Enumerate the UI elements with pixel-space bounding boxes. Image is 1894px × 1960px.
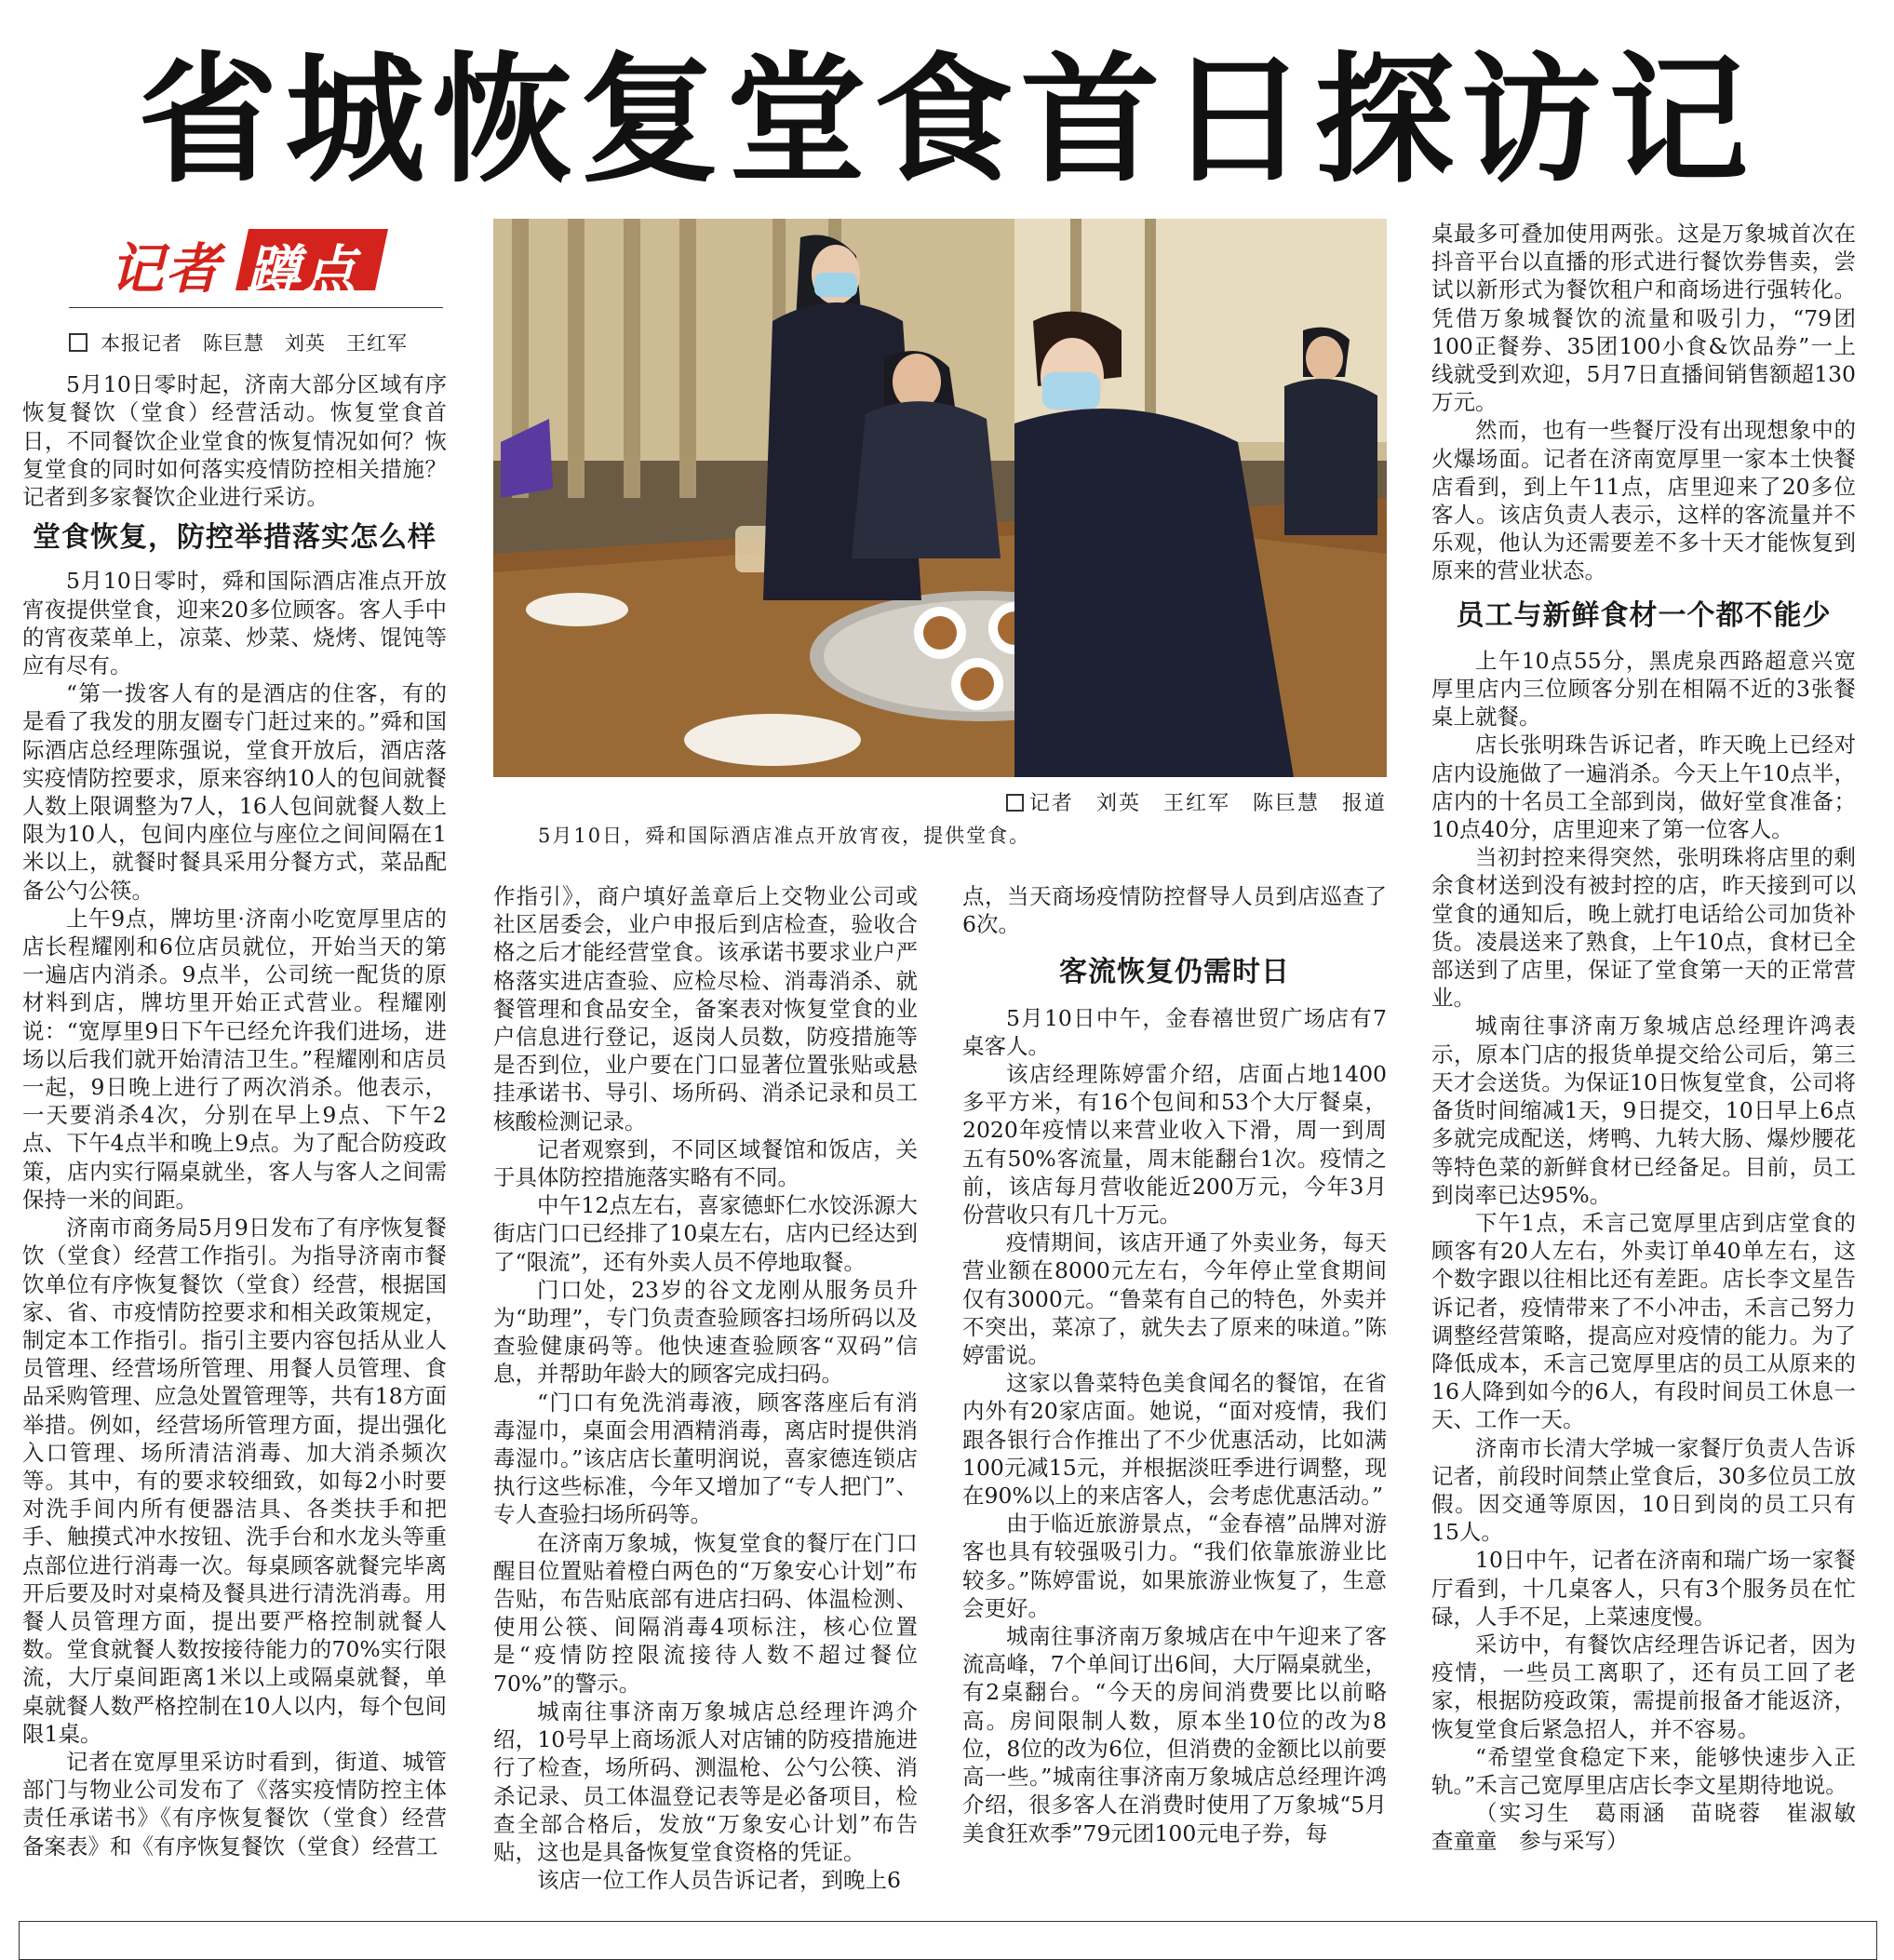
paragraph: 上午10点55分，黑虎泉西路超意兴宽厚里店内三位顾客分别在相隔不近的3张餐桌上就餐。: [1431, 647, 1856, 731]
restaurant-photo: [493, 219, 1387, 777]
paragraph: 店长张明珠告诉记者，昨天晚上已经对店内设施做了一遍消杀。今天上午10点半，店内的十名员工全部到岗，做好堂食准备；10点40分，店里迎来了第一位客人。: [1431, 732, 1856, 843]
column-1: [22, 324, 447, 1860]
paragraph: 济南市长清大学城一家餐厅负责人告诉记者，前段时间禁止堂食后，30多位员工放假。因交通等原因，10日到岗的员工只有15人。: [1431, 1434, 1856, 1546]
paragraph: 10日中午，记者在济南和瑞广场一家餐厅看到，十几桌客人，只有3个服务员在忙碌，人手不足，上菜速度慢。: [1431, 1547, 1856, 1630]
paragraph: 5月10日中午，金春禧世贸广场店有7桌客人。: [962, 1004, 1387, 1059]
column-3: [962, 882, 1387, 1847]
intro-paragraph: 5月10日零时起，济南大部分区域有序恢复餐饮（堂食）经营活动。恢复堂食首日，不同餐饮企业堂食的恢复情况如何？恢复堂食的同时如何落实疫情防控相关措施？记者到多家餐饮企业进行采访。: [22, 371, 447, 511]
photo-caption: 5月10日，舜和国际酒店准点开放宵夜，提供堂食。: [538, 825, 1031, 847]
paragraph: 门口处，23岁的谷文龙刚从服务员升为“助理”，专门负责查验顾客扫场所码以及查验健康码等。他快速查验顾客“双码”信息，并帮助年龄大的顾客完成扫码。: [493, 1276, 918, 1388]
bottom-frame: [19, 1921, 1877, 1960]
paragraph: 记者在宽厚里采访时看到，街道、城管部门与物业公司发布了《落实疫情防控主体责任承诺书》《有序恢复餐饮（堂食）经营备案表》和《有序恢复餐饮（堂食）经营工: [22, 1748, 447, 1859]
headline: 省城恢复堂食首日探访记: [138, 40, 1756, 202]
news-photo: [493, 219, 1387, 777]
paragraph: 由于临近旅游景点，“金春禧”品牌对游客也具有较强吸引力。“我们依靠旅游业比较多。”陈婷雷说，如果旅游业恢复了，生意会更好。: [962, 1510, 1387, 1621]
paragraph: 疫情期间，该店开通了外卖业务，每天营业额在8000元左右，今年停止堂食期间仅有3000元。“鲁菜有自己的特色，外卖并不突出，菜凉了，就失去了原来的味道。”陈婷雷说。: [962, 1229, 1387, 1369]
byline-box-icon: [69, 333, 87, 352]
byline: 本报记者 陈巨慧 刘英 王红军: [69, 329, 447, 357]
column-4: [1431, 220, 1878, 1856]
credit-box-icon: [1006, 794, 1024, 812]
contributors-note: （实习生 葛雨涵 苗晓蓉 崔淑敏 查童童 参与采写）: [1431, 1800, 1878, 1855]
paragraph: “门口有免洗消毒液，顾客落座后有消毒湿巾，桌面会用酒精消毒，离店时提供消毒湿巾。”该店店长董明润说，喜家德连锁店执行这些标准，今年又增加了“专人把门”、专人查验扫场所码等。: [493, 1389, 918, 1528]
paragraph: 城南往事济南万象城店总经理许鸿表示，原本门店的报货单提交给公司后，第三天才会送货。为保证10日恢复堂食，公司将备货时间缩减1天，9日提交，10日早上6点多就完成配送，烤鸭、九转大肠、爆炒腰花等特色菜的新鲜食材已经备足。目前，员工到岗率已达95%。: [1431, 1013, 1856, 1208]
paragraph: 当初封控来得突然，张明珠将店里的剩余食材送到没有被封控的店，昨天接到可以堂食的通知后，晚上就打电话给公司加货补货。凌晨送来了熟食，上午10点，食材已全部送到了店里，保证了堂食第一天的正常营业。: [1431, 844, 1856, 1012]
paragraph: “希望堂食稳定下来，能够快速步入正轨。”禾言己宽厚里店店长李文星期待地说。: [1431, 1743, 1856, 1798]
paragraph: “第一拨客人有的是酒店的住客，有的是看了我发的朋友圈专门赶过来的。”舜和国际酒店总经理陈强说，堂食开放后，酒店落实疫情防控要求，原来容纳10人的包间就餐人数上限调整为7人，16人包间就餐人数上限为10人，包间内座位与座位之间间隔在1米以上，就餐时餐具采用分餐方式，菜品配备公勺公筷。: [22, 680, 447, 904]
paragraph: 作指引》，商户填好盖章后上交物业公司或社区居委会，业户申报后到店检查，验收合格之后才能经营堂食。该承诺书要求业户严格落实进店查验、应检尽检、消毒消杀、就餐管理和食品安全，备案表对恢复堂食的业户信息进行登记，返岗人员数，防疫措施等是否到位，业户要在门口显著位置张贴或悬挂承诺书、导引、场所码、消杀记录和员工核酸检测记录。: [493, 883, 918, 1134]
paragraph: 城南往事济南万象城店总经理许鸿介绍，10号早上商场派人对店铺的防疫措施进行了检查，场所码、测温枪、公勺公筷、消杀记录、员工体温登记表等是必备项目，检查全部合格后，发放“万象安心计划”布告贴，这也是具备恢复堂食资格的凭证。: [493, 1698, 918, 1865]
column-logo: [110, 225, 385, 302]
section-heading: 堂食恢复，防控举措落实怎么样: [33, 521, 437, 555]
paragraph: 城南往事济南万象城店在中午迎来了客流高峰，7个单间订出6间，大厅隔桌就坐，有2桌翻台。“今天的房间消费要比以前略高。房间限制人数，原本坐10位的改为8位，8位的改为6位，但消费的金额比以前要高一些。”城南往事济南万象城店总经理许鸿介绍，很多客人在消费时使用了万象城“5月美食狂欢季”79元团100元电子券，每: [962, 1623, 1387, 1846]
paragraph: 济南市商务局5月9日发布了有序恢复餐饮（堂食）经营工作指引。为指导济南市餐饮单位有序恢复餐饮（堂食）经营，根据国家、省、市疫情防控要求和相关政策规定，制定本工作指引。指引主要内容包括从业人员管理、经营场所管理、用餐人员管理、食品采购管理、应急处置管理等，共有18方面举措。例如，经营场所管理方面，提出强化入口管理、场所清洁消毒、加大消杀频次等。其中，有的要求较细致，如每2小时要对洗手间内所有便器洁具、各类扶手和把手、触摸式冲水按钮、洗手台和水龙头等重点部位进行消毒一次。每桌顾客就餐完毕离开后要及时对桌椅及餐具进行清洗消毒。用餐人员管理方面，提出要严格控制就餐人数。堂食就餐人数按接待能力的70%实行限流，大厅桌间距离1米以上或隔桌就餐，单桌就餐人数严格控制在10人以内，每个包间限1桌。: [22, 1215, 447, 1747]
logo-badge: [235, 229, 388, 302]
photo-credit: 记者 刘英 王红军 陈巨慧 报道: [1006, 787, 1387, 816]
column-2: [493, 882, 918, 1894]
logo-rule: [69, 307, 443, 308]
paragraph: 桌最多可叠加使用两张。这是万象城首次在抖音平台以直播的形式进行餐饮券售卖，尝试以新形式为餐饮租户和商场进行强转化。凭借万象城餐饮的流量和吸引力，“79团100正餐券、35团100小食&饮品券”一上线就受到欢迎，5月7日直播间销售额超130万元。: [1431, 221, 1856, 416]
section-heading: 客流恢复仍需时日: [1059, 956, 1290, 989]
paragraph: 中午12点左右，喜家德虾仁水饺泺源大街店门口已经排了10桌左右，店内已经达到了“限流”，还有外卖人员不停地取餐。: [493, 1192, 918, 1275]
paragraph: 下午1点，禾言己宽厚里店到店堂食的顾客有20人左右，外卖订单40单左右，这个数字跟以往相比还有差距。店长李文星告诉记者，疫情带来了不小冲击，禾言己努力调整经营策略，提高应对疫情的能力。为了降低成本，禾言己宽厚里店的员工从原来的16人降到如今的6人，有段时间员工休息一天、工作一天。: [1431, 1209, 1856, 1433]
logo-text-squat: 蹲点: [246, 239, 358, 302]
paragraph: 该店一位工作人员告诉记者，到晚上6: [537, 1867, 901, 1894]
paragraph: 这家以鲁菜特色美食闻名的餐馆，在省内外有20家店面。她说，“面对疫情，我们跟各银行合作推出了不少优惠活动，比如满100元减15元，并根据淡旺季进行调整，现在90%以上的来店客人，会考虑优惠活动。”: [962, 1370, 1387, 1510]
logo-text-reporter: 记者: [110, 237, 222, 301]
paragraph: 采访中，有餐饮店经理告诉记者，因为疫情，一些员工离职了，还有员工回了老家，根据防疫政策，需提前报备才能返济，恢复堂食后紧急招人，并不容易。: [1431, 1631, 1856, 1742]
paragraph: 在济南万象城，恢复堂食的餐厅在门口醒目位置贴着橙白两色的“万象安心计划”布告贴，布告贴底部有进店扫码、体温检测、使用公筷、间隔消毒4项标注，核心位置是“疫情防控限流接待人数不超过餐位70%”的警示。: [493, 1529, 918, 1697]
paragraph: 记者观察到，不同区域餐馆和饭店，关于具体防控措施落实略有不同。: [493, 1135, 918, 1191]
paragraph: 该店经理陈婷雷介绍，店面占地1400多平方米，有16个包间和53个大厅餐桌，2020年疫情以来营业收入下滑，周一到周五有50%客流量，周末能翻台1次。疫情之前，该店每月营收能近200万元，今年3月份营收只有几十万元。: [962, 1061, 1387, 1228]
paragraph: 点，当天商场疫情防控督导人员到店巡查了6次。: [962, 883, 1387, 938]
section-heading: 员工与新鲜食材一个都不能少: [1456, 598, 1832, 632]
paragraph: 5月10日零时，舜和国际酒店准点开放宵夜提供堂食，迎来20多位顾客。客人手中的宵夜菜单上，凉菜、炒菜、烧烤、馄饨等应有尽有。: [22, 568, 447, 679]
paragraph: 然而，也有一些餐厅没有出现想象中的火爆场面。记者在济南宽厚里一家本土快餐店看到，到上午11点，店里迎来了20多位客人。该店负责人表示，这样的客流量并不乐观，他认为还需要差不多十天才能恢复到原来的营业状态。: [1431, 417, 1856, 584]
paragraph: 上午9点，牌坊里·济南小吃宽厚里店的店长程耀刚和6位店员就位，开始当天的第一遍店内消杀。9点半，公司统一配货的原材料到店，牌坊里开始正式营业。程耀刚说：“宽厚里9日下午已经允许我们进场，进场以后我们就开始清洁卫生。”程耀刚和店员一起，9日晚上进行了两次消杀。他表示，一天要消杀4次，分别在早上9点、下午2点、下午4点半和晚上9点。为了配合防疫政策，店内实行隔桌就坐，客人与客人之间需保持一米的间距。: [22, 905, 447, 1213]
